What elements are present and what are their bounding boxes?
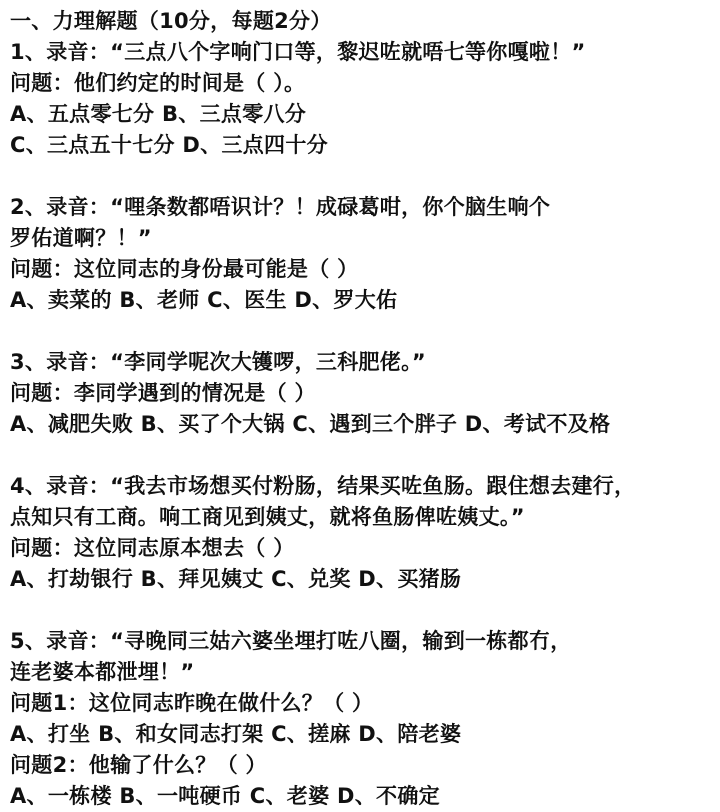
spacer xyxy=(10,316,720,347)
question-2-audio-line-1: 2、录音：“哩条数都唔识计？！成碌葛咁，你个脑生响个 xyxy=(10,195,551,219)
question-1-audio-line-1: 1、录音：“三点八个字响门口等，黎迟咗就唔七等你嘎啦！” xyxy=(10,40,586,64)
question-4-prompt: 问题：这位同志原本想去（ ） xyxy=(10,536,295,560)
question-1-prompt: 问题：他们约定的时间是（ ）。 xyxy=(10,71,306,95)
question-4 xyxy=(10,471,720,595)
spacer xyxy=(10,440,720,471)
question-4-audio-line-1: 4、录音：“我去市场想买付粉肠，结果买咗鱼肠。跟住想去建行， xyxy=(10,474,636,498)
question-5-options-1: A、打坐 B、和女同志打架 C、搓麻 D、陪老婆 xyxy=(10,722,462,746)
question-5-prompt-1: 问题1：这位同志昨晚在做什么？（ ） xyxy=(10,691,374,715)
question-2 xyxy=(10,192,720,316)
question-5-prompt-2: 问题2：他输了什么？（ ） xyxy=(10,753,267,777)
question-5-audio-line-1: 5、录音：“寻晚同三姑六婆坐埋打咗八圈，输到一栋都冇， xyxy=(10,629,572,653)
question-5-audio-line-2: 连老婆本都泄埋！” xyxy=(10,660,195,684)
spacer xyxy=(10,595,720,626)
question-4-audio-line-2: 点知只有工商。响工商见到姨丈，就将鱼肠俾咗姨丈。” xyxy=(10,505,525,529)
question-2-audio-line-2: 罗佑道啊？！” xyxy=(10,226,152,250)
question-2-options: A、卖菜的 B、老师 C、医生 D、罗大佑 xyxy=(10,288,398,312)
question-5 xyxy=(10,626,720,812)
question-3-prompt: 问题：李同学遇到的情况是（ ） xyxy=(10,381,316,405)
question-1-options-line-1: A、五点零七分 B、三点零八分 xyxy=(10,102,307,126)
question-3 xyxy=(10,347,720,440)
question-3-audio-line-1: 3、录音：“李同学呢次大镬啰，三科肥佬。” xyxy=(10,350,427,374)
question-4-options: A、打劫银行 B、拜见姨丈 C、兑奖 D、买猪肠 xyxy=(10,567,462,591)
question-2-prompt: 问题：这位同志的身份最可能是（ ） xyxy=(10,257,359,281)
question-3-options: A、减肥失败 B、买了个大锅 C、遇到三个胖子 D、考试不及格 xyxy=(10,412,611,436)
question-1-options-line-2: C、三点五十七分 D、三点四十分 xyxy=(10,133,328,157)
question-5-options-2: A、一栋楼 B、一吨硬币 C、老婆 D、不确定 xyxy=(10,784,440,808)
spacer xyxy=(10,161,720,192)
section-title: 一、力理解题（10分，每题2分） xyxy=(10,9,332,33)
question-1 xyxy=(10,37,720,161)
